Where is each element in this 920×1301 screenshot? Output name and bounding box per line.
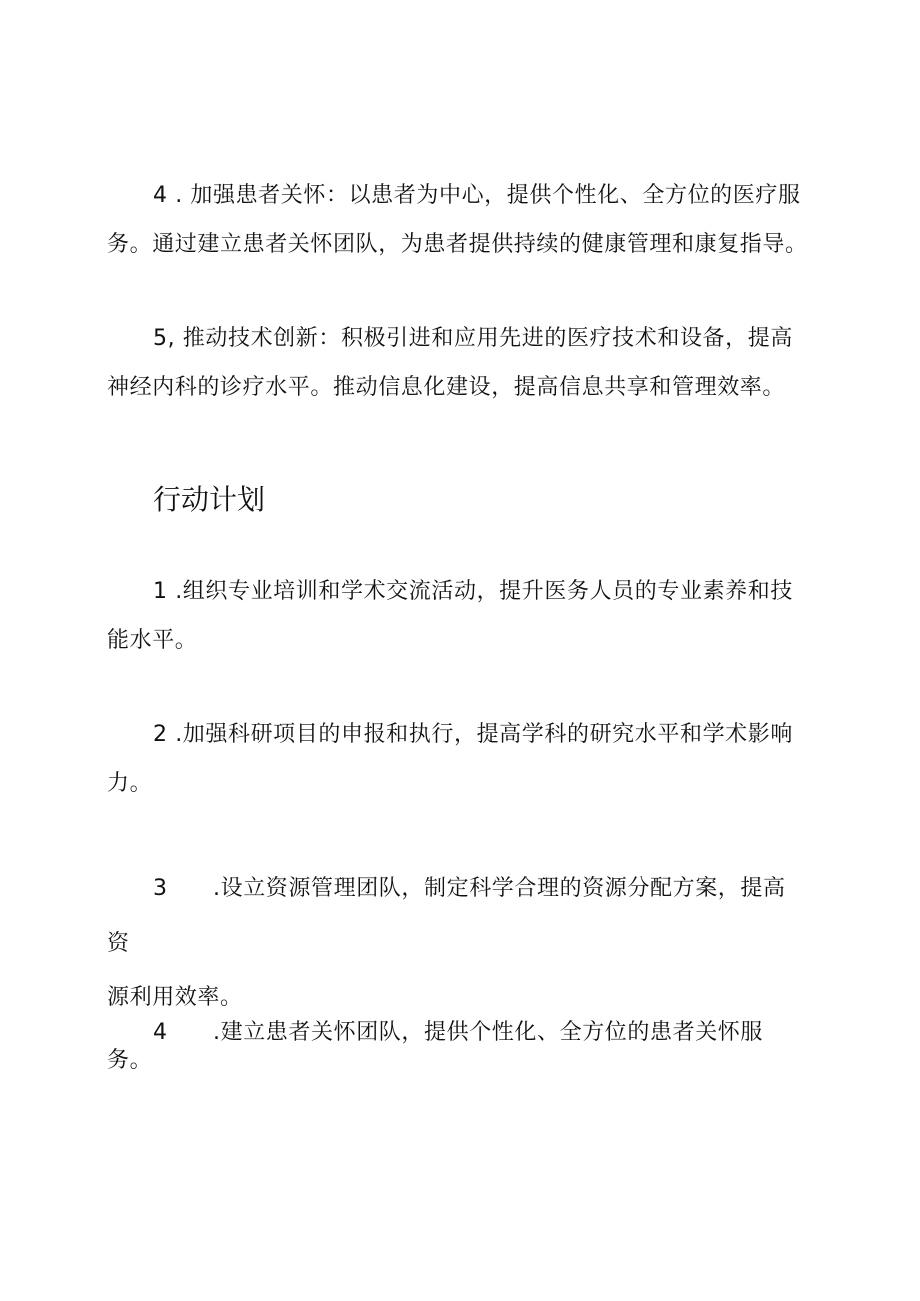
action-3-line-1 (153, 874, 786, 904)
action-4-number: 4 (153, 1020, 168, 1045)
paragraph-4-line-1: 4 . 加强患者关怀：以患者为中心，提供个性化、全方位的医疗服 (153, 183, 801, 208)
paragraph-5-line-2: 神经内科的诊疗水平。推动信息化建设，提高信息共享和管理效率。 (107, 375, 786, 400)
paragraph-4-line-2: 务。通过建立患者关怀团队，为患者提供持续的健康管理和康复指导。 (107, 232, 808, 257)
action-1-line-1: 1 .组织专业培训和学术交流活动，提升医务人员的专业素养和技 (153, 579, 793, 604)
action-3-text: .设立资源管理团队，制定科学合理的资源分配方案，提高 (213, 876, 786, 901)
action-2-line-1: 2 .加强科研项目的申报和执行，提高学科的研究水平和学术影响 (153, 722, 793, 747)
action-3-line-3: 源利用效率。 (107, 985, 243, 1010)
action-3-line-2: 资 (107, 931, 130, 956)
action-4-line-2: 务。 (107, 1048, 153, 1073)
action-1-line-2: 能水平。 (107, 628, 198, 653)
action-4-line-1 (153, 1018, 763, 1048)
section-heading: 行动计划 (153, 483, 266, 516)
action-2-line-2: 力。 (107, 771, 153, 796)
action-3-number: 3 (153, 876, 168, 901)
paragraph-5-line-1: 5, 推动技术创新：积极引进和应用先进的医疗技术和设备，提高 (153, 326, 793, 351)
action-4-text: .建立患者关怀团队，提供个性化、全方位的患者关怀服 (213, 1020, 763, 1045)
